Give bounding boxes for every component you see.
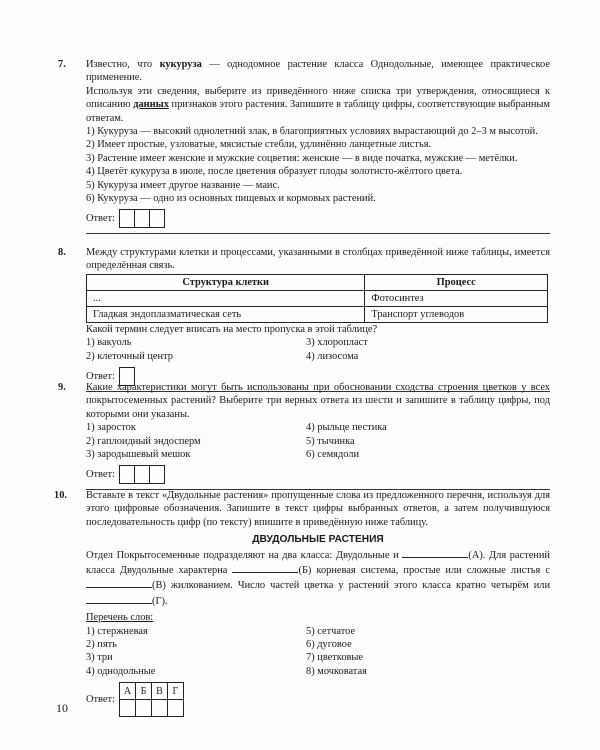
answer-box	[86, 682, 550, 717]
divider	[86, 233, 550, 234]
word-option: 2) пять	[86, 639, 117, 651]
answer-label: Ответ:	[86, 213, 115, 225]
option: 4) рыльце пестика	[306, 422, 387, 434]
question-task: Используя эти сведения, выберите из приведённого ниже списка три утверждения, относящиеся к описанию данных признаков этого растения. Запишите в таблицу цифры, соответствующие выбранным ответам.	[86, 85, 550, 124]
letter-header: Б	[135, 683, 151, 700]
question-7	[58, 58, 550, 234]
page-number: 10	[56, 701, 68, 715]
word-option: 4) однодольные	[86, 665, 156, 677]
question-text: Вставьте в текст «Двудольные растения» пропущенные слова из предложенного перечня, используя для этого цифровые обозначения. Запишите в текст цифры выбранных ответов, а затем получившуюся последовательность цифр (по тексту) впишите в приведённую ниже таблицу.	[86, 490, 550, 528]
table-header: Процесс	[365, 274, 548, 290]
answer-cell[interactable]	[149, 465, 165, 484]
question-number: 10.	[54, 490, 67, 501]
word-option: 8) мочковатая	[306, 665, 367, 677]
option: 5) Кукуруза имеет другое название — маис.	[86, 179, 280, 191]
question-text: Между структурами клетки и процессами, указанными в столбцах приведённой ниже таблицы, имеется определённая связь.	[86, 247, 550, 272]
option: 4) Цветёт кукуруза в июле, после цветения образует плоды золотисто-жёлтого цвета.	[86, 166, 463, 178]
blank-a[interactable]	[402, 547, 468, 558]
question-prompt: Какой термин следует вписать на место пропуска в этой таблице?	[86, 323, 378, 335]
answer-letter-table	[119, 682, 184, 717]
options-list	[86, 421, 550, 461]
options-list	[86, 336, 550, 363]
blank-b[interactable]	[232, 562, 298, 573]
answer-cell[interactable]	[149, 209, 165, 228]
table-row	[87, 306, 548, 322]
word-list	[86, 625, 550, 679]
letter-header: А	[119, 683, 135, 700]
answer-box	[86, 209, 550, 228]
question-10	[54, 489, 550, 717]
answer-box	[86, 465, 550, 484]
question-9	[58, 381, 550, 490]
fill-in-text: Отдел Покрытосеменные подразделяют на два класса: Двудольные и (А). Для растений класса Двудольные характерна (Б) корневая система, простые или сложные листья с (В) жилкованием. Число частей цветка у растений этого класса кратно четырём или (Г).	[86, 547, 550, 609]
answer-label: Ответ:	[86, 469, 115, 481]
question-number: 8.	[58, 247, 66, 258]
answer-cell[interactable]	[151, 700, 167, 717]
table-cell: Транспорт углеводов	[365, 306, 548, 322]
answer-label: Ответ:	[86, 694, 115, 706]
option: 6) семядоли	[306, 449, 360, 461]
options-list	[86, 125, 550, 205]
text-title: ДВУДОЛЬНЫЕ РАСТЕНИЯ	[252, 534, 384, 546]
table-cell: Гладкая эндоплазматическая сеть	[87, 306, 365, 322]
question-8	[58, 246, 550, 392]
option: 4) лизосома	[306, 350, 359, 362]
table-header: Структура клетки	[87, 274, 365, 290]
question-intro: Известно, что кукуруза — однодомное растение класса Однодольные, имеющее практическое применение.	[86, 59, 550, 84]
option: 2) клеточный центр	[86, 350, 173, 362]
option: 3) зародышевый мешок	[86, 449, 191, 461]
question-number: 9.	[58, 382, 66, 393]
table-cell: ...	[87, 290, 365, 306]
word-option: 7) цветковые	[306, 652, 364, 664]
option: 2) Имеет простые, узловатые, мясистые стебли, удлинённо ланцетные листья.	[86, 139, 432, 151]
blank-v[interactable]	[86, 577, 152, 588]
answer-cell[interactable]	[119, 465, 135, 484]
option: 3) хлоропласт	[306, 337, 368, 349]
option: 1) вакуоль	[86, 337, 132, 349]
word-option: 1) стержневая	[86, 625, 148, 637]
answer-cell[interactable]	[119, 209, 135, 228]
letter-header: Г	[167, 683, 183, 700]
word-option: 6) дуговое	[306, 639, 352, 651]
option: 6) Кукуруза — одно из основных пищевых и кормовых растений.	[86, 193, 376, 205]
word-option: 3) три	[86, 652, 113, 664]
structure-process-table	[86, 274, 548, 323]
option: 1) заросток	[86, 422, 136, 434]
letter-header: В	[151, 683, 167, 700]
answer-cell[interactable]	[134, 465, 150, 484]
option: 3) Растение имеет женские и мужские соцветия: женские — в виде початка, мужские — метёлки.	[86, 152, 518, 164]
table-row	[87, 290, 548, 306]
word-list-title: Перечень слов:	[86, 612, 154, 624]
answer-cell[interactable]	[134, 209, 150, 228]
answer-cell[interactable]	[167, 700, 183, 717]
question-number: 7.	[58, 59, 66, 70]
option: 2) гаплоидный эндосперм	[86, 435, 201, 447]
question-text: Какие характеристики могут быть использованы при обосновании сходства строения цветков у всех покрытосеменных растений? Выберите три верных ответа из шести и запишите в таблицу цифры, под которыми они указаны.	[86, 382, 550, 420]
option: 1) Кукуруза — высокий однолетний злак, в благоприятных условиях вырастающий до 2–3 м высотой.	[86, 126, 538, 138]
blank-g[interactable]	[86, 593, 152, 604]
answer-label: Ответ:	[86, 370, 115, 382]
option: 5) тычинка	[306, 435, 355, 447]
answer-cell[interactable]	[119, 700, 135, 717]
word-option: 5) сетчатое	[306, 625, 356, 637]
answer-cell[interactable]	[135, 700, 151, 717]
table-cell: Фотосинтез	[365, 290, 548, 306]
